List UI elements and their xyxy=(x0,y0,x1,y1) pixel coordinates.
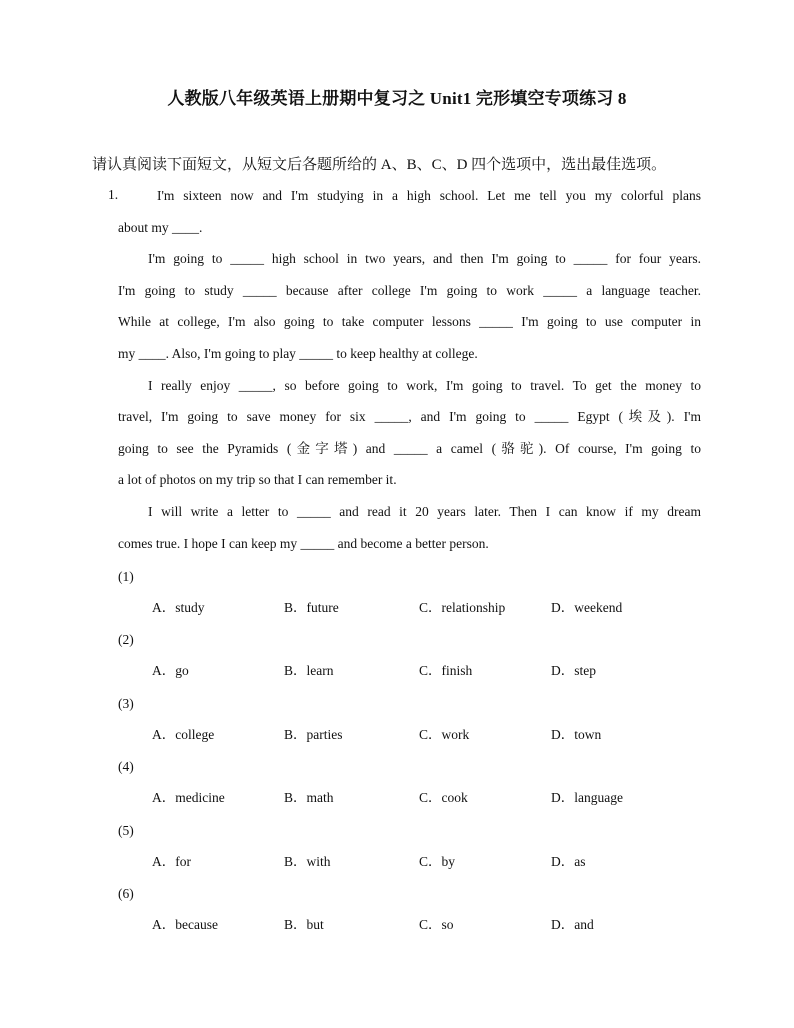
passage xyxy=(118,180,701,559)
option-d: D．weekend xyxy=(551,600,623,615)
passage-line: comes true. I hope I can keep my _____ and become a better person. xyxy=(118,535,489,551)
question-item xyxy=(118,753,718,816)
option-row xyxy=(152,784,712,812)
question-item xyxy=(118,817,718,880)
passage-line: my ____. Also, I'm going to play _____ to keep healthy at college. xyxy=(118,345,478,361)
option-row xyxy=(152,657,712,685)
question-item xyxy=(118,690,718,753)
passage-line: I'm going to study _____ because after college I'm going to work _____ a language teacher. xyxy=(118,282,701,298)
passage-line: a lot of photos on my trip so that I can remember it. xyxy=(118,472,397,488)
passage-line: I'm going to _____ high school in two years, and then I'm going to _____ for four years. xyxy=(148,251,701,267)
option-d: D．town xyxy=(551,726,602,742)
passage-line: While at college, I'm also going to take computer lessons _____ I'm going to use computer in xyxy=(118,314,701,330)
option-a: A．go xyxy=(152,663,189,679)
question-options-list xyxy=(118,563,718,943)
question-sub-number: (2) xyxy=(118,632,134,648)
option-c: C．work xyxy=(419,726,470,742)
option-row xyxy=(152,911,712,939)
option-b: B．future xyxy=(284,600,339,615)
option-b: B．math xyxy=(284,790,334,806)
passage-line: I will write a letter to _____ and read it 20 years later. Then I can know if my dream xyxy=(148,503,701,519)
option-d: D．and xyxy=(551,916,594,932)
passage-line: going to see the Pyramids (金字塔) and _____ a camel (骆驼). Of course, I'm going to xyxy=(118,440,701,456)
option-b: B．with xyxy=(284,853,331,869)
option-a: A．because xyxy=(152,916,218,932)
option-c: C．relationship xyxy=(419,600,506,615)
option-row xyxy=(152,594,712,622)
option-b: B．parties xyxy=(284,726,343,742)
question-sub-number: (6) xyxy=(118,885,134,901)
question-number: 1. xyxy=(108,187,119,202)
passage-line: travel, I'm going to save money for six _____, and I'm going to _____ Egypt (埃及). I'm xyxy=(118,409,701,425)
question-sub-number: (1) xyxy=(118,569,134,584)
option-d: D．as xyxy=(551,853,586,869)
option-d: D．language xyxy=(551,790,623,806)
option-d: D．step xyxy=(551,663,596,679)
option-row xyxy=(152,848,712,876)
question-sub-number: (3) xyxy=(118,695,134,711)
option-c: C．cook xyxy=(419,790,468,806)
question-sub-number: (5) xyxy=(118,822,134,838)
question-item xyxy=(118,880,718,943)
option-c: C．so xyxy=(419,916,454,932)
passage-line: about my ____. xyxy=(118,219,203,235)
option-a: A．for xyxy=(152,853,191,869)
option-b: B．but xyxy=(284,916,324,932)
option-a: A．medicine xyxy=(152,790,225,806)
option-a: A．college xyxy=(152,726,215,742)
option-b: B．learn xyxy=(284,663,334,679)
passage-line: I'm sixteen now and I'm studying in a high school. Let me tell you my colorful plans xyxy=(157,188,701,203)
option-a: A．study xyxy=(152,600,205,615)
page-title: 人教版八年级英语上册期中复习之 Unit1 完形填空专项练习 8 xyxy=(167,89,627,108)
passage-line: I really enjoy _____, so before going to work, I'm going to travel. To get the money to xyxy=(148,377,701,393)
question-item xyxy=(118,563,718,626)
option-c: C．finish xyxy=(419,663,473,679)
question-sub-number: (4) xyxy=(118,759,134,775)
option-row xyxy=(152,721,712,749)
instruction-text: 请认真阅读下面短文，从短文后各题所给的 A、B、C、D 四个选项中，选出最佳选项。 xyxy=(92,157,667,173)
question-item xyxy=(118,626,718,689)
option-c: C．by xyxy=(419,853,456,869)
